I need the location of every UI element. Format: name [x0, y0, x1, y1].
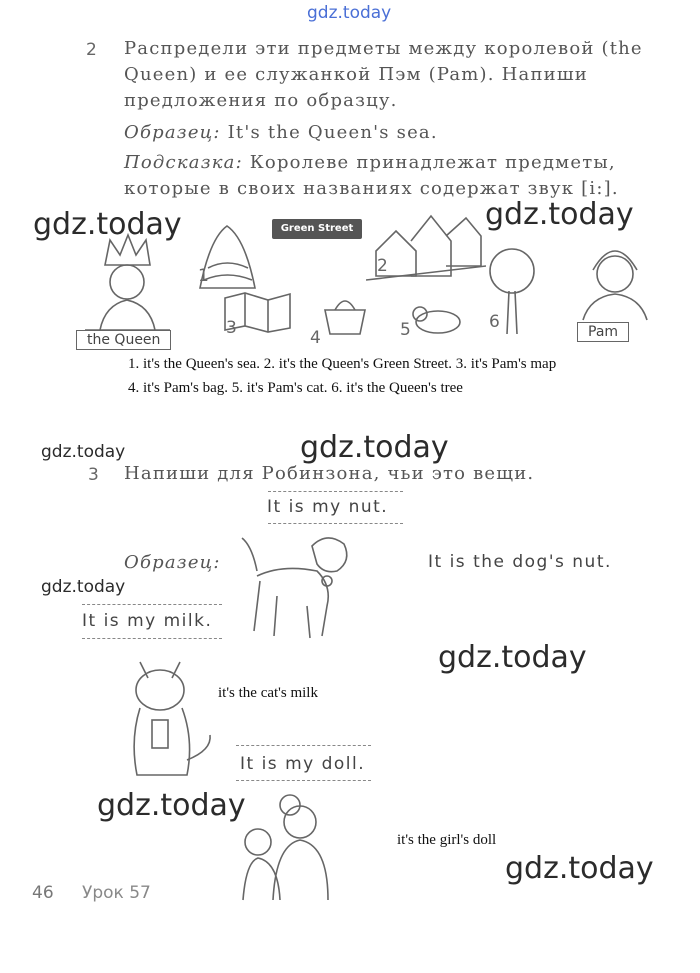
dog-illustration	[232, 526, 362, 641]
sample-label: Образец:	[124, 122, 221, 143]
exercise-2-sample	[124, 122, 438, 143]
dog-sample-answer: It is the dog's nut.	[428, 552, 612, 572]
cat-speech: It is my milk.	[82, 611, 213, 631]
exercise-2-instruction-line-3: предложения по образцу.	[124, 90, 398, 111]
watermark-right: gdz.today	[485, 197, 634, 232]
exercise-3-sample-label-text: Образец:	[124, 552, 221, 573]
hint-label: Подсказка:	[124, 152, 243, 173]
street-sign	[272, 219, 362, 239]
girl-speech: It is my doll.	[240, 754, 366, 774]
watermark-right-3: gdz.today	[505, 851, 654, 886]
dog-speech-line-top	[268, 491, 403, 492]
exercise-2-instruction-line-2: Queen) и ее служанкой Пэм (Pam). Напиши	[124, 64, 588, 85]
girl-speech-line-bottom	[236, 780, 371, 781]
lesson-label: Урок 57	[82, 883, 151, 903]
girl-answer: it's the girl's doll	[397, 832, 497, 848]
hint-text-line-1: Королеве принадлежат предметы,	[249, 152, 616, 173]
dog-speech-line-bottom	[268, 523, 403, 524]
cat-illustration	[112, 650, 217, 785]
queen-label: the Queen	[76, 330, 171, 350]
watermark-top: gdz.today	[307, 3, 392, 23]
watermark-small-left: gdz.today	[41, 442, 126, 462]
girl-speech-line-top	[236, 745, 371, 746]
cat-speech-line-top	[82, 604, 222, 605]
answer-line-1: 1. it's the Queen's sea. 2. it's the Queen's Green Street. 3. it's Pam's map	[128, 356, 557, 372]
exercise-2-hint	[124, 152, 616, 173]
girl-illustration	[228, 790, 338, 905]
answer-line-2: 4. it's Pam's bag. 5. it's Pam's cat. 6. it's the Queen's tree	[128, 380, 463, 396]
cat-speech-line-bottom	[82, 638, 222, 639]
queen-illustration	[70, 210, 180, 335]
watermark-small-left-2: gdz.today	[41, 577, 126, 597]
sample-text: It's the Queen's sea.	[227, 122, 438, 143]
item-number-2: 2	[377, 256, 388, 276]
item-number-6: 6	[489, 312, 500, 332]
exercise-3-number: 3	[88, 465, 99, 485]
pam-label: Pam	[577, 322, 629, 342]
watermark-right-2: gdz.today	[438, 640, 587, 675]
watermark-left-3: gdz.today	[97, 788, 246, 823]
exercise-3-instruction: Напиши для Робинзона, чьи это вещи.	[124, 463, 535, 484]
watermark-left: gdz.today	[33, 207, 182, 242]
cat-small-illustration	[410, 300, 465, 335]
pam-illustration	[575, 232, 655, 322]
page-number: 46	[32, 883, 54, 903]
street-sign-text: Green Street	[280, 223, 354, 234]
item-number-5: 5	[400, 320, 411, 340]
sea-illustration	[190, 218, 265, 298]
cat-answer: it's the cat's milk	[218, 685, 318, 701]
exercise-2-instruction-line-1: Распредели эти предметы между королевой (the	[124, 38, 643, 59]
exercise-3-sample-label	[124, 552, 221, 573]
exercise-2-number: 2	[86, 40, 97, 60]
item-number-4: 4	[310, 328, 321, 348]
item-number-1: 1	[198, 266, 209, 286]
hint-text-line-2: которые в своих названиях содержат звук [i:].	[124, 178, 619, 199]
item-number-3: 3	[226, 318, 237, 338]
bag-illustration	[320, 290, 370, 335]
watermark-center: gdz.today	[300, 430, 449, 465]
dog-speech: It is my nut.	[267, 497, 389, 517]
